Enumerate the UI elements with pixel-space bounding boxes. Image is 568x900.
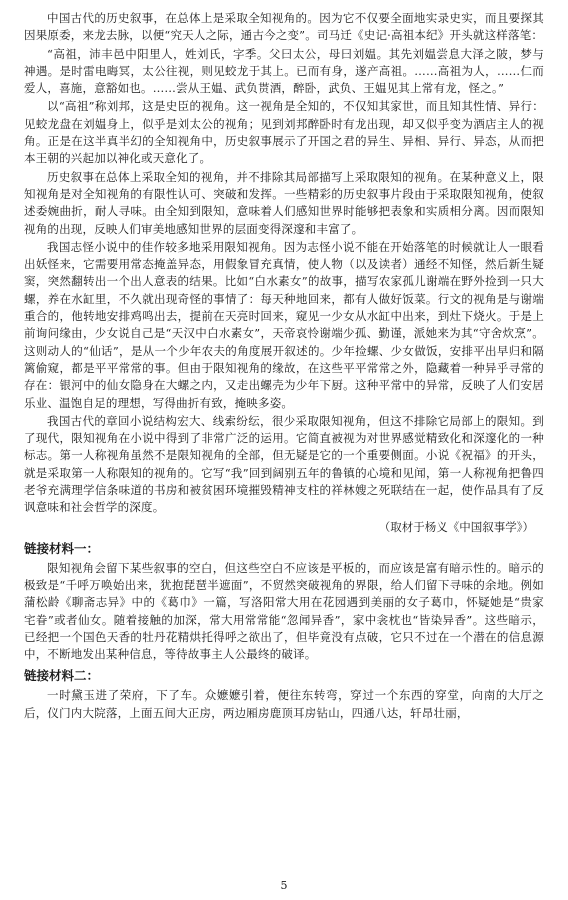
link-material-2-heading: 链接材料二： (24, 668, 100, 684)
source-citation: （取材于杨义《中国叙事学》） (378, 519, 534, 534)
link-material-1-heading: 链接材料一： (24, 540, 100, 556)
paragraph-6: 我国古代的章回小说结构宏大、线索纷纭，很少采取限知视角，但这不排除它局部上的限知。到了现代，限知视角在小说中得到了非常广泛的运用。它简直被视为对世界感觉精致化和深邃化的一种标志。第一人称视角虽然不是限知视角的全部，但无疑是它的一个重要侧面。小说《祝福》的开头，就是采取第一人称限知的视角的。它写“我”回到阔别五年的鲁镇的心境和见闻，第一人称视角把鲁四老爷充满理学信条味道的书房和被贫困环境摧毁精神支柱的祥林嫂之死联结在一起，使作品具有了反讽意味和社会哲学的深度。 (24, 413, 544, 515)
main-text (24, 10, 544, 517)
link-material-2-text: 一时黛玉进了荣府，下了车。众嬷嬷引着，便往东转弯，穿过一个东西的穿堂，向南的大厅之后，仪门内大院落，上面五间大正房，两边厢房鹿顶耳房钻山，四通八达，轩昂壮丽， (24, 688, 544, 720)
link-material-1 (24, 540, 544, 664)
paragraph-1: 中国古代的历史叙事，在总体上是采取全知视角的。因为它不仅要全面地实录史实，而且要探其因果原委，来龙去脉，以便“究天人之际，通古今之变”。司马迁《史记·高祖本纪》开头就这样落笔： (24, 11, 544, 43)
link-material-1-text: 限知视角会留下某些叙事的空白，但这些空白不应该是平板的，而应该是富有暗示性的。暗示的极致是“千呼万唤始出来，犹抱琵琶半遮面”，不贸然突破视角的界限，给人们留下寻味的余地。例如蒲松龄《聊斋志异》中的《葛巾》一篇，写洛阳常大用在花园遇到美丽的女子葛巾，怀疑她是“贵家宅眷”或者仙女。随着接触的加深，常大用常常能“忽闻异香”，家中衾枕也“皆染异香”。这些暗示，已经把一个国色天香的牡丹花精烘托得呼之欲出了，但毕竟没有点破，它只不过在一个潜在的信息源中，不断地发出某种信息，等待故事主人公最终的破译。 (24, 560, 544, 662)
paragraph-4: 历史叙事在总体上采取全知的视角，并不排除其局部描写上采取限知的视角。在某种意义上，限知视角是对全知视角的有限性认可、突破和发挥。一些精彩的历史叙事片段由于采取限知视角，使叙述委婉曲折，耐人寻味。由全知到限知，意味着人们感知世界时能够把表象和实质相分离。因而限知视角的出现，反映人们审美地感知世界的层面变得深邃和丰富了。 (24, 169, 544, 236)
link-material-2 (24, 667, 544, 722)
paragraph-2-quote: “高祖，沛丰邑中阳里人，姓刘氏，字季。父曰太公，母曰刘媪。其先刘媪尝息大泽之陂，梦与神遇。是时雷电晦冥，太公往视，则见蛟龙于其上。已而有身，遂产高祖。……高祖为人，……仁而爱人，喜施，意豁如也。……尝从王媪、武负贳酒，醉卧，武负、王媪见其上常有龙，怪之。” (24, 46, 544, 96)
page-number: 5 (280, 879, 288, 892)
paragraph-5: 我国志怪小说中的佳作较多地采用限知视角。因为志怪小说不能在开始落笔的时候就让人一眼看出妖怪来，它需要用常态掩盖异态，用假象冒充真情，使人物（以及读者）通经不知怪，然后新生疑窦，突然翻转出一个出人意表的结果。比如“白水素女”的故事，描写农家孤儿谢端在野外捡到一只大螺，养在水缸里，不久就出现奇怪的事情了：每天种地回来，都有人做好饭菜。行文的视角是与谢端重合的，他转地安排鸡鸣出去，提前在天亮时回来，窥见一少女从水缸中出来，到灶下烧火。于是上前询问缘由，少女说自己是“天汉中白水素女”，天帝哀怜谢端少孤、勤谨，派她来为其“守舍炊烹”。这则动人的“仙话”，是从一个少年农夫的角度展开叙述的。少年捡螺、少女做饭，安排平出早归和隔篱偷窥，都是平平常常的事。但由于限知视角的缘故，在这些平平常常之外，隐藏着一种异乎寻常的存在：银河中的仙女隐身在大螺之内，又走出螺壳为少年下厨。这种平常中的异常，反映了人们安居乐业、温饱自足的理想，写得曲折有致，掩映多姿。 (24, 239, 544, 410)
paragraph-3: 以“高祖”称刘邦，这是史臣的视角。这一视角是全知的，不仅知其家世，而且知其性情、异行：见蛟龙盘在刘媪身上，似乎是刘太公的视角；见到刘邦醉卧时有龙出现，却又似乎变为酒店主人的视角。正是在这半真半幻的全知视角中，历史叙事展示了开国之君的异生、异相、异行、异态，从而把本王朝的兴起加以神化或天意化了。 (24, 99, 544, 166)
